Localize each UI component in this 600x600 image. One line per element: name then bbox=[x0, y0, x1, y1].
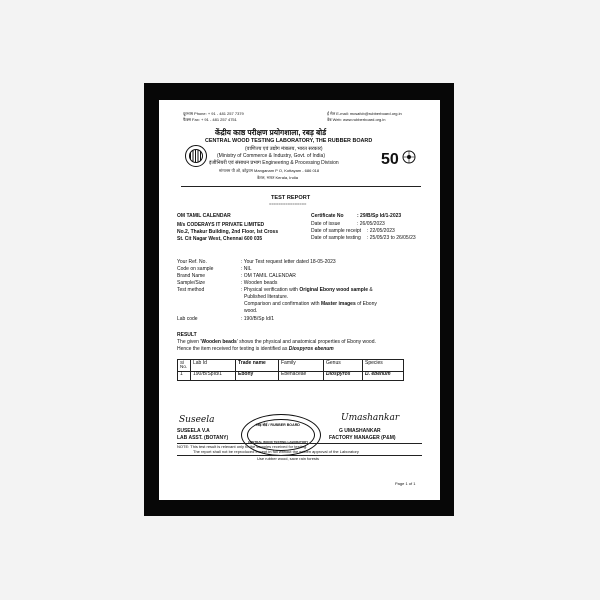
ref-label: Your Ref. No. bbox=[177, 259, 207, 265]
method-label: Test method bbox=[177, 287, 205, 293]
lab-code-label: Lab code bbox=[177, 316, 198, 322]
phone-line: दूरभाष Phone: + 91 - 481 257 7379 bbox=[183, 111, 244, 116]
cell-genus: Diospyros bbox=[324, 371, 363, 380]
result-text-2: Hence the item received for testing is identified as Diospyros ebenum bbox=[177, 346, 334, 352]
date-issue-label: Date of issue bbox=[311, 221, 341, 227]
certificate-no-value: : 29/B/Sp Id/1-2023 bbox=[357, 213, 402, 219]
client-line-4: St. Cit Nagar West, Chennai 600 035 bbox=[177, 236, 263, 242]
header-trade-name: Trade name bbox=[236, 360, 279, 372]
state-line: केरल, भारत Kerala, India bbox=[257, 175, 298, 180]
receipt-date-value: : 22/05/2023 bbox=[367, 228, 395, 234]
code-label: Code on sample bbox=[177, 266, 214, 272]
brand-value: : OM TAMIL CALENDAR bbox=[241, 273, 296, 279]
web-line: वेब Web: www.rubberboard.org.in bbox=[327, 117, 386, 122]
method-line-2: Published literature. bbox=[244, 294, 289, 300]
testing-date-label: Date of sample testing bbox=[311, 235, 361, 241]
note-line-1: NOTE: This test result is relevant only to the samples received for testing. bbox=[177, 444, 308, 449]
anniversary-logo-icon bbox=[381, 148, 417, 170]
date-issue-value: : 26/05/2023 bbox=[357, 221, 385, 227]
left-signature: Suseela bbox=[179, 415, 215, 425]
title-underline: ================ bbox=[269, 201, 307, 206]
client-line-2: M/s CODERAYS IT PRIVATE LIMITED bbox=[177, 222, 265, 228]
table-header-row bbox=[178, 360, 404, 372]
ministry-english: (Ministry of Commerce & Industry, Govt. of India) bbox=[217, 153, 325, 159]
ministry-hindi: (वाणिज्य एवं उद्योग मंत्रालय, भारत सरकार) bbox=[245, 146, 323, 152]
code-value: : NIL bbox=[241, 266, 252, 272]
page-number: Page 1 of 1 bbox=[395, 481, 416, 486]
client-line-1: OM TAMIL CALENDAR bbox=[177, 213, 231, 219]
client-line-3: No.2, Thakur Building, 2nd Floor, Ist Cross bbox=[177, 229, 279, 235]
result-heading: RESULT bbox=[177, 332, 197, 338]
left-signatory-name: SUSEELA V.A bbox=[177, 428, 210, 434]
sample-label: Sample/Size bbox=[177, 280, 206, 286]
result-table bbox=[177, 359, 404, 381]
result-text-1: The given 'Wooden beads' shows the physical and anatomical properties of Ebony wood. bbox=[177, 339, 376, 345]
report-title: TEST REPORT bbox=[271, 195, 311, 201]
cell-lab-id: 190/B/SpId/1 bbox=[191, 371, 236, 380]
anniversary-logo-text: 50 bbox=[381, 151, 399, 168]
method-line-4: wood. bbox=[244, 308, 258, 314]
address-line: मांगानम पी ओ, कोट्टयम Manganam P O, Kottayam - 686 018 bbox=[219, 168, 320, 173]
test-report-document bbox=[159, 100, 440, 500]
lab-code-value: : 190/B/Sp Id/1 bbox=[241, 316, 275, 322]
header-species: Species bbox=[363, 360, 404, 372]
cell-family: Ebenaceae bbox=[279, 371, 324, 380]
method-line-3: Comparison and confirmation with Master images of Ebony bbox=[244, 301, 377, 307]
seal-bottom-text: CENTRAL WOOD TESTING LABORATORY bbox=[248, 440, 309, 444]
header-genus: Genus bbox=[324, 360, 363, 372]
header-sl-no: Sl No. bbox=[178, 360, 191, 372]
emblem-icon bbox=[185, 145, 207, 167]
header-lab-id: Lab Id bbox=[191, 360, 236, 372]
header-divider bbox=[181, 186, 421, 187]
seal-top-text: रबड़ बोर्ड / RUBBER BOARD bbox=[256, 423, 300, 427]
note-line-3: Use rubber wood, save rain forests bbox=[257, 456, 320, 461]
table-row bbox=[178, 371, 404, 380]
note-line-2: The report shall not be reproduced except in full without the written approval of the Laboratory bbox=[193, 449, 359, 454]
left-signatory-title: LAB ASST. (BOTANY) bbox=[177, 435, 229, 441]
receipt-date-label: Date of sample receipt bbox=[311, 228, 362, 234]
right-signatory-name: G UMASHANKAR bbox=[339, 428, 381, 434]
brand-label: Brand Name bbox=[177, 273, 206, 279]
testing-date-value: : 25/05/23 to 26/05/23 bbox=[367, 235, 416, 241]
right-signatory-title: FACTORY MANAGER (P&M) bbox=[329, 435, 396, 441]
email-line: ई मेल E-mail: mcsafcb@rubberboard.org.in bbox=[327, 111, 402, 116]
title-hindi: केंद्रीय काष्ठ परीक्षण प्रयोगशाला, रबड़ बोर्ड bbox=[215, 128, 327, 137]
ref-value: : Your Test request letter dated 18-05-2023 bbox=[241, 259, 336, 265]
cell-trade-name: Ebony bbox=[236, 371, 279, 380]
header-family: Family bbox=[279, 360, 324, 372]
right-signature: Umashankar bbox=[341, 413, 400, 423]
division-line: इंजीनियरी एवं संसाधन प्रभाग Engineering & Processing Division bbox=[209, 160, 339, 166]
certificate-no-label: Certificate No bbox=[311, 213, 344, 219]
cell-sl-no: 1 bbox=[178, 371, 191, 380]
method-line-1: : Physical verification with Original Ebony wood sample & bbox=[241, 287, 373, 293]
cell-species: D. ebenum bbox=[363, 371, 404, 380]
title-english: CENTRAL WOOD TESTING LABORATORY, THE RUBBER BOARD bbox=[205, 138, 373, 144]
sample-value: : Wooden beads bbox=[241, 280, 278, 286]
fax-line: फैक्स Fax: + 91 - 481 257 4751 bbox=[183, 117, 237, 122]
